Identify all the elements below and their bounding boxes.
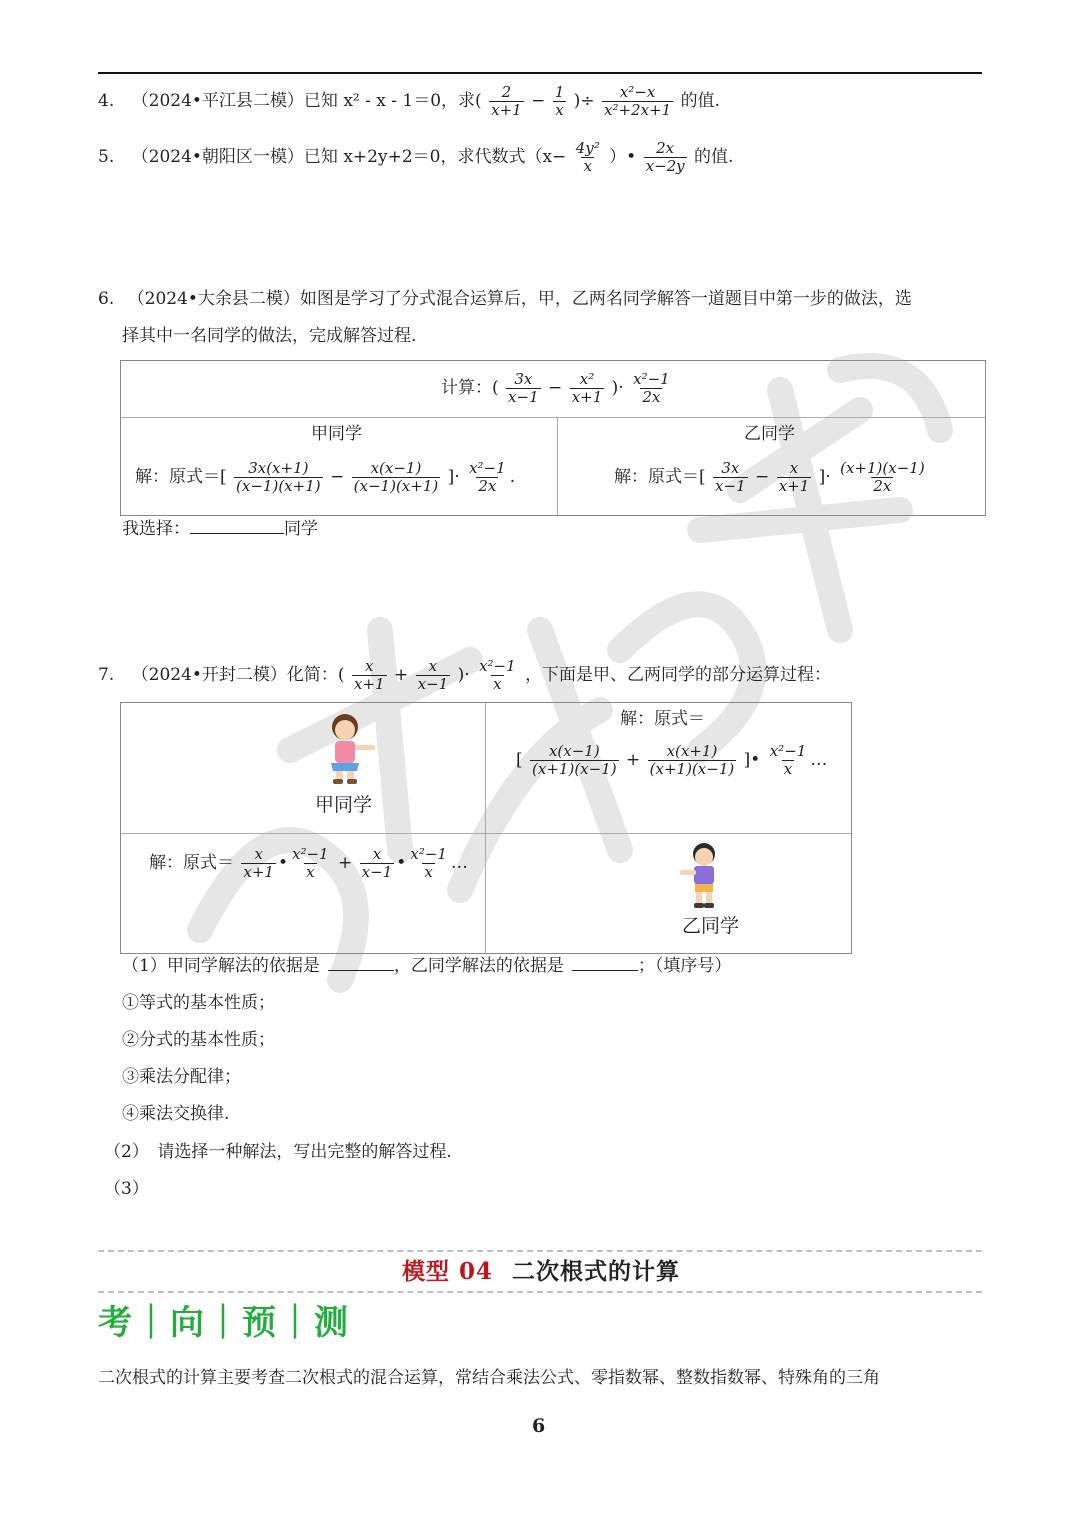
intro-paragraph: 二次根式的计算主要考查二次根式的混合运算，常结合乘法公式、零指数幂、整数指数幂、特殊角的三角 xyxy=(98,1368,880,1388)
answer-blank[interactable] xyxy=(328,970,394,971)
q7-yi-solution: 解：原式＝ $\frac{x}{x+1}$ • $\frac{\text{x²−1}}{x}$ + $\frac{x}{x-1}$ • $\frac{\text{x²−1}}{x}$ … xyxy=(149,845,468,881)
question-text: （2024•平江县二模）已知 x² - x - 1＝0，求( xyxy=(131,91,482,111)
q6-yi-cell xyxy=(558,418,985,515)
q6-calc-row xyxy=(121,361,985,418)
answer-blank[interactable] xyxy=(190,533,284,534)
model-heading xyxy=(402,1257,680,1287)
fraction: $\frac{\text{x²−x}}{\text{x²+2x+1}}$ xyxy=(604,83,672,119)
model-title: 二次根式的计算 xyxy=(512,1258,681,1285)
divider-top xyxy=(98,1250,982,1252)
model-label: 模型 04 xyxy=(402,1258,494,1285)
q7-jia-picture-cell xyxy=(121,703,486,834)
girl-student-illustration xyxy=(317,709,381,789)
divider-bottom xyxy=(98,1291,982,1293)
page-number: 6 xyxy=(532,1415,546,1437)
forecast-heading: 考｜向｜预｜测 xyxy=(98,1303,350,1343)
question-7: 7. （2024•开封二模）化简：( $\frac{x}{x+1}$ + $\frac{x}{x-1}$ )· $\frac{\text{x²−1}}{x}$ ，下面是甲、乙两同学的部分运算过程： xyxy=(98,657,832,693)
q7-jia-label: 甲同学 xyxy=(315,794,373,816)
q7-jia-solution: [ $\frac{x(x-1)}{(x+1)(x-1)}$ + $\frac{x(x+1)}{(x+1)(x-1)}$ ]• $\frac{\text{x²−1}}{x}$ … xyxy=(516,742,828,778)
q7-sub1: （1）甲同学解法的依据是 ，乙同学解法的依据是 ；（填序号） xyxy=(122,956,732,976)
q7-sub2: （2） 请选择一种解法，写出完整的解答过程. xyxy=(104,1142,452,1162)
question-6-line2: 择其中一名同学的做法，完成解答过程. xyxy=(122,326,417,346)
top-rule xyxy=(98,72,982,74)
option-4: ④乘法交换律. xyxy=(122,1104,230,1124)
question-number: 7. xyxy=(98,665,115,685)
q6-choose: 我选择： 同学 xyxy=(122,519,318,539)
q6-calc-expression: 计算：( $\frac{3x}{x-1}$ − $\frac{\text{x²}}{x+1}$ )· $\frac{\text{x²−1}}{2x}$ xyxy=(441,370,670,406)
q6-jia-title: 甲同学 xyxy=(311,424,362,444)
option-1: ①等式的基本性质； xyxy=(122,993,275,1013)
fraction: $\frac{2}{x+1}$ xyxy=(491,83,522,119)
answer-blank[interactable] xyxy=(572,970,638,971)
q6-table xyxy=(120,360,986,516)
question-6-line1: 6. （2024•大余县二模）如图是学习了分式混合运算后，甲，乙两名同学解答一道题目中第一步的做法，选 xyxy=(98,289,912,309)
question-5: 5. （2024•朝阳区一模）已知 x+2y+2＝0，求代数式（x− $\frac{\text{4y²}}{x}$ ）• $\frac{2x}{x-2y}$ 的值. xyxy=(98,139,734,175)
question-text: （2024•朝阳区一模）已知 x+2y+2＝0，求代数式（x− xyxy=(131,147,567,167)
option-2: ②分式的基本性质； xyxy=(122,1030,275,1050)
q7-yi-solution-cell xyxy=(121,834,486,953)
q7-yi-picture-cell xyxy=(486,834,851,953)
q6-jia-cell xyxy=(121,418,558,515)
q6-yi-title: 乙同学 xyxy=(744,424,795,444)
fraction: $\frac{1}{x}$ xyxy=(554,83,565,119)
question-number: 6. xyxy=(98,289,115,309)
q7-table xyxy=(120,702,852,954)
q7-jia-solution-cell xyxy=(486,703,851,834)
question-4: 4. （2024•平江县二模）已知 x² - x - 1＝0，求( $\frac{2}{x+1}$ − $\frac{1}{x}$ )÷ $\frac{\text{x²−x}}{\text{x²+2x+1}}$ 的值. xyxy=(98,83,720,119)
q7-yi-label: 乙同学 xyxy=(682,915,740,937)
question-number: 4. xyxy=(98,91,115,111)
fraction: $\frac{\text{4y²}}{x}$ xyxy=(575,139,600,175)
q6-jia-solution: 解：原式＝[ $\frac{3x(x+1)}{(x-1)(x+1)}$ − $\frac{x(x-1)}{(x-1)(x+1)}$ ]· $\frac{\text{x²−1}}{2x}$ . xyxy=(135,459,516,495)
question-number: 5. xyxy=(98,147,115,167)
q6-yi-solution: 解：原式＝[ $\frac{3x}{x-1}$ − $\frac{x}{x+1}$ ]· $\frac{(x+1)(x-1)}{2x}$ xyxy=(614,459,925,495)
q7-jia-solution-head: 解：原式＝ xyxy=(620,709,705,729)
option-3: ③乘法分配律； xyxy=(122,1067,241,1087)
fraction: $\frac{2x}{x-2y}$ xyxy=(645,139,685,175)
q7-sub3: （3） xyxy=(104,1179,149,1199)
boy-student-illustration xyxy=(676,840,732,912)
